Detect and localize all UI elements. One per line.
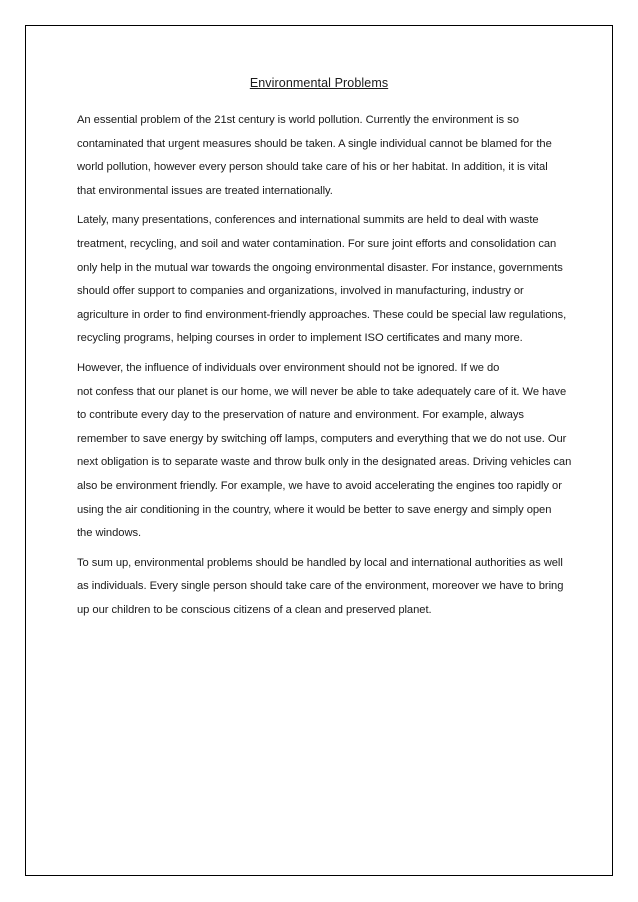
paragraph-4: [77, 552, 565, 623]
text-line: recycling programs, helping courses in order to implement ISO certificates and many more.: [77, 332, 523, 345]
text-line: up our children to be conscious citizens of a clean and preserved planet.: [77, 603, 432, 616]
text-line: not confess that our planet is our home, we will never be able to take adequately care of it. We have: [77, 385, 567, 398]
paragraph-2: [77, 209, 565, 351]
text-line: However, the influence of individuals over environment should not be ignored. If we do: [77, 361, 500, 374]
text-line: world pollution, however every person should take care of his or her habitat. In addition, it is vital: [77, 161, 548, 174]
text-line: treatment, recycling, and soil and water contamination. For sure joint efforts and consolidation can: [77, 237, 557, 250]
text-line: that environmental issues are treated internationally.: [77, 184, 333, 197]
text-line: should offer support to companies and organizations, involved in manufacturing, industry or: [77, 285, 524, 298]
document-body: [77, 109, 572, 628]
text-line: to contribute every day to the preservation of nature and environment. For example, always: [77, 409, 524, 422]
text-line: the windows.: [77, 527, 142, 540]
text-line: only help in the mutual war towards the ongoing environmental disaster. For instance, governments: [77, 261, 563, 274]
text-line: remember to save energy by switching off lamps, computers and everything that we do not use. Our: [77, 432, 567, 445]
paragraph-1: [77, 109, 565, 203]
text-line: as individuals. Every single person should take care of the environment, moreover we have to bring: [77, 580, 564, 593]
text-line: contaminated that urgent measures should be taken. A single individual cannot be blamed for the: [77, 137, 552, 150]
text-line: also be environment friendly. For example, we have to avoid accelerating the engines too rapidly or: [77, 479, 562, 492]
text-line: To sum up, environmental problems should be handled by local and international authorities as well: [77, 556, 563, 569]
paragraph-3: [77, 357, 572, 546]
text-line: Lately, many presentations, conferences and international summits are held to deal with waste: [77, 214, 539, 227]
text-line: next obligation is to separate waste and throw bulk only in the designated areas. Driving vehicles can: [77, 456, 572, 469]
text-line: using the air conditioning in the country, where it would be better to save energy and simply open: [77, 503, 552, 516]
text-line: agriculture in order to find environment-friendly approaches. These could be special law regulations,: [77, 308, 567, 321]
document-title: Environmental Problems: [249, 76, 389, 90]
text-line: An essential problem of the 21st century is world pollution. Currently the environment is so: [77, 114, 519, 126]
